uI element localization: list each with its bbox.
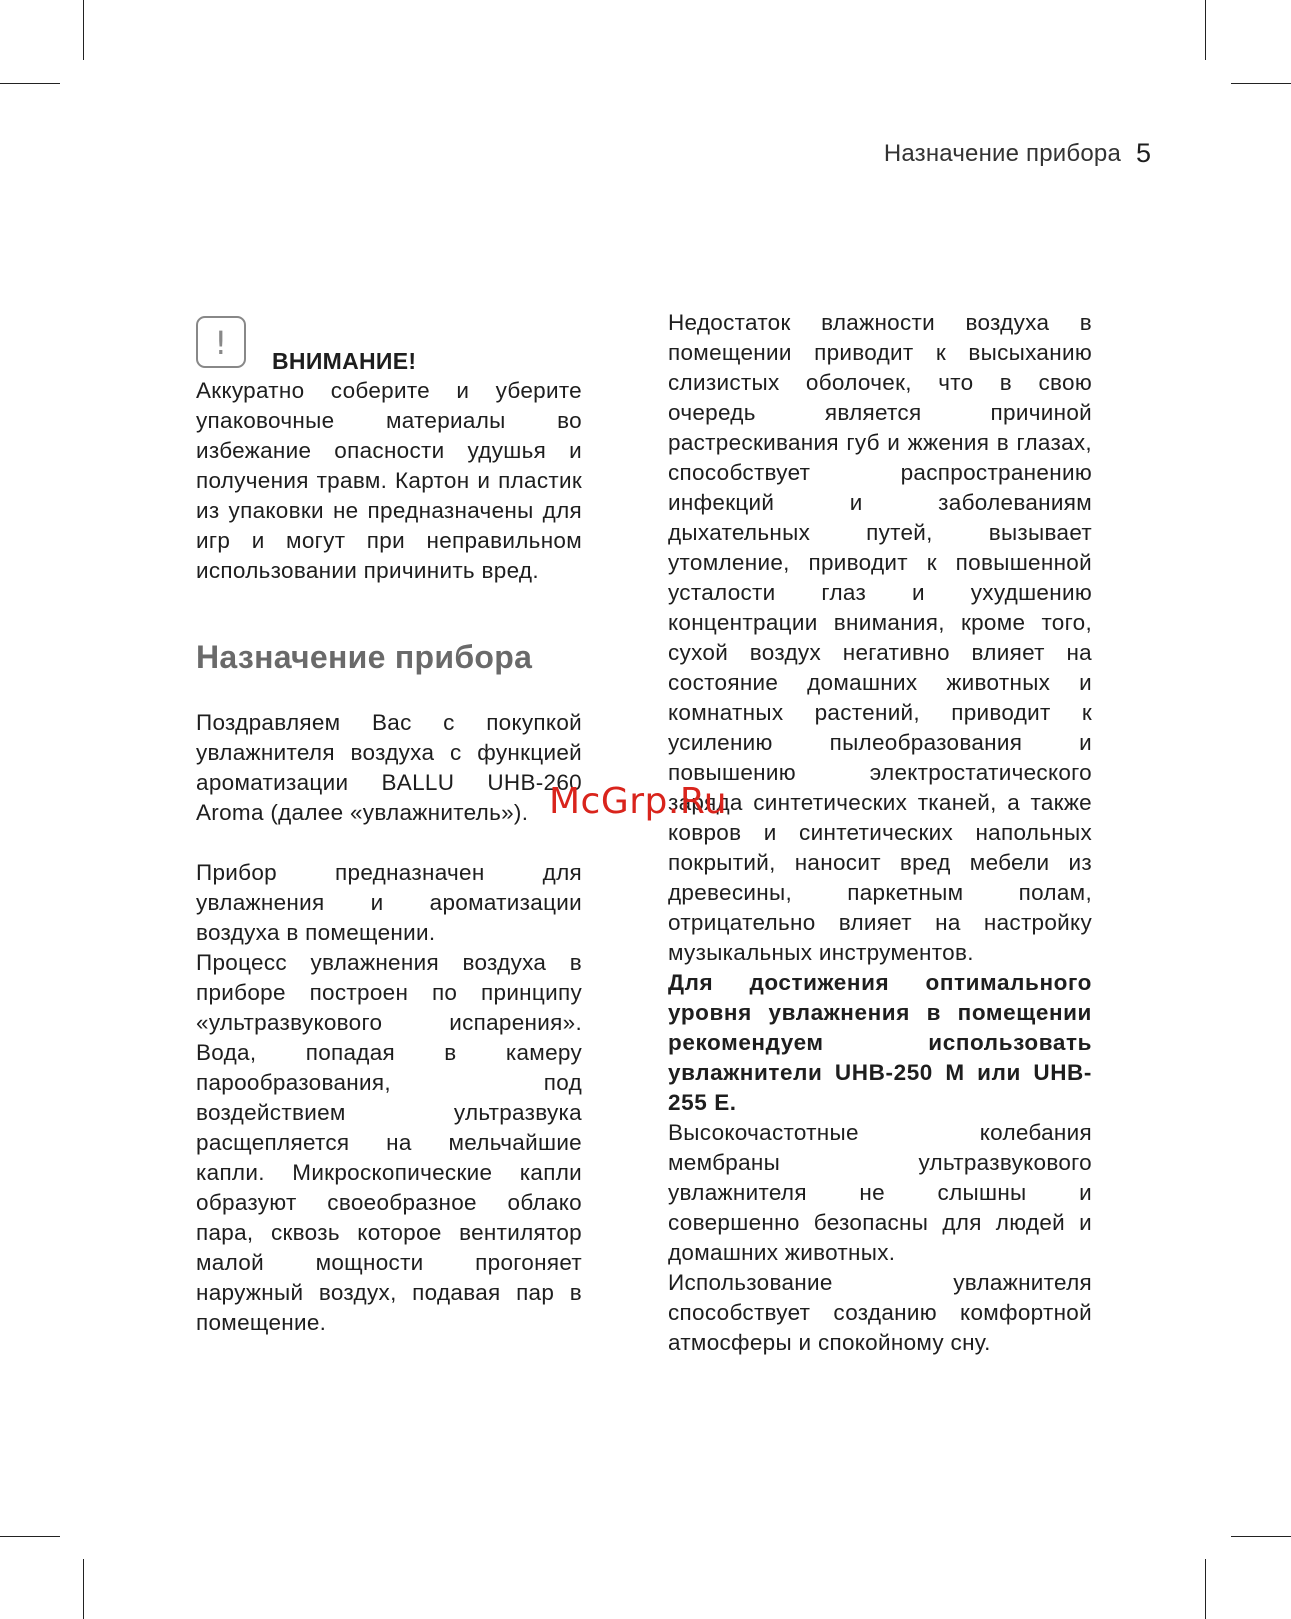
left-column bbox=[196, 316, 582, 1338]
paragraph: Использование увлажнителя способствует созданию комфортной атмосферы и спокойному сну. bbox=[668, 1270, 1092, 1355]
crop-mark bbox=[0, 1536, 60, 1537]
crop-mark bbox=[83, 0, 84, 60]
crop-mark bbox=[0, 83, 60, 84]
watermark: McGrp.Ru bbox=[549, 781, 728, 822]
paragraph: Высокочастотные колебания мембраны ультразвукового увлажнителя не слышны и совершенно безопасны для людей и домашних животных. bbox=[668, 1120, 1092, 1265]
paragraph: Прибор предназначен для увлажнения и ароматизации воздуха в помещении. bbox=[196, 860, 582, 945]
paragraph: Процесс увлажнения воздуха в приборе построен по принципу «ультразвукового испарения». Вода, попадая в камеру парообразования, под воздействием ультразвука расщепляется на мельчайшие капли. Микроскопические капли образуют своеобразное облако пара, сквозь которое вентилятор малой мощности прогоняет наружный воздух, подавая пар в помещение. bbox=[196, 950, 582, 1335]
crop-mark bbox=[1205, 1559, 1206, 1619]
right-column bbox=[668, 308, 1092, 1358]
crop-mark bbox=[1205, 0, 1206, 60]
page-number: 5 bbox=[1136, 138, 1152, 168]
paragraph: Недостаток влажности воздуха в помещении приводит к высыханию слизистых оболочек, что в свою очередь является причиной растрескивания губ и жжения в глазах, способствует распространению инфекций и заболеваниям дыхательных путей, вызывает утомление, приводит к повышенной усталости глаз и ухудшению концентрации внимания, кроме того, сухой воздух негативно влияет на состояние домашних животных и комнатных растений, приводит к усилению пылеобразования и повышению электростатического заряда синтетических тканей, а также ковров и синтетических напольных покрытий, наносит вред мебели из древесины, паркетным полам, отрицательно влияет на настройку музыкальных инструментов. bbox=[668, 310, 1092, 965]
paragraph: Поздравляем Вас с покупкой увлажнителя воздуха с функцией ароматизации BALLU UHB-260 Aroma (далее «увлажнитель»). bbox=[196, 710, 582, 825]
section-heading: Назначение прибора bbox=[196, 639, 533, 675]
warning-text: Аккуратно соберите и уберите упаковочные материалы во избежание опасности удушья и получения травм. Картон и пластик из упаковки не предназначены для игр и могут при неправильном использовании причинить вред. bbox=[196, 378, 582, 583]
exclamation-icon: ! bbox=[196, 316, 246, 368]
warning-block bbox=[196, 316, 582, 376]
crop-mark bbox=[1231, 83, 1291, 84]
running-header-title: Назначение прибора bbox=[883, 140, 1121, 167]
crop-mark bbox=[83, 1559, 84, 1619]
recommendation-note: Для достижения оптимального уровня увлажнения в помещении рекомендуем использовать увлажнители UHB-250 M или UHB-255 E. bbox=[668, 970, 1092, 1115]
crop-mark bbox=[1231, 1536, 1291, 1537]
warning-title: ВНИМАНИЕ! bbox=[272, 348, 417, 374]
